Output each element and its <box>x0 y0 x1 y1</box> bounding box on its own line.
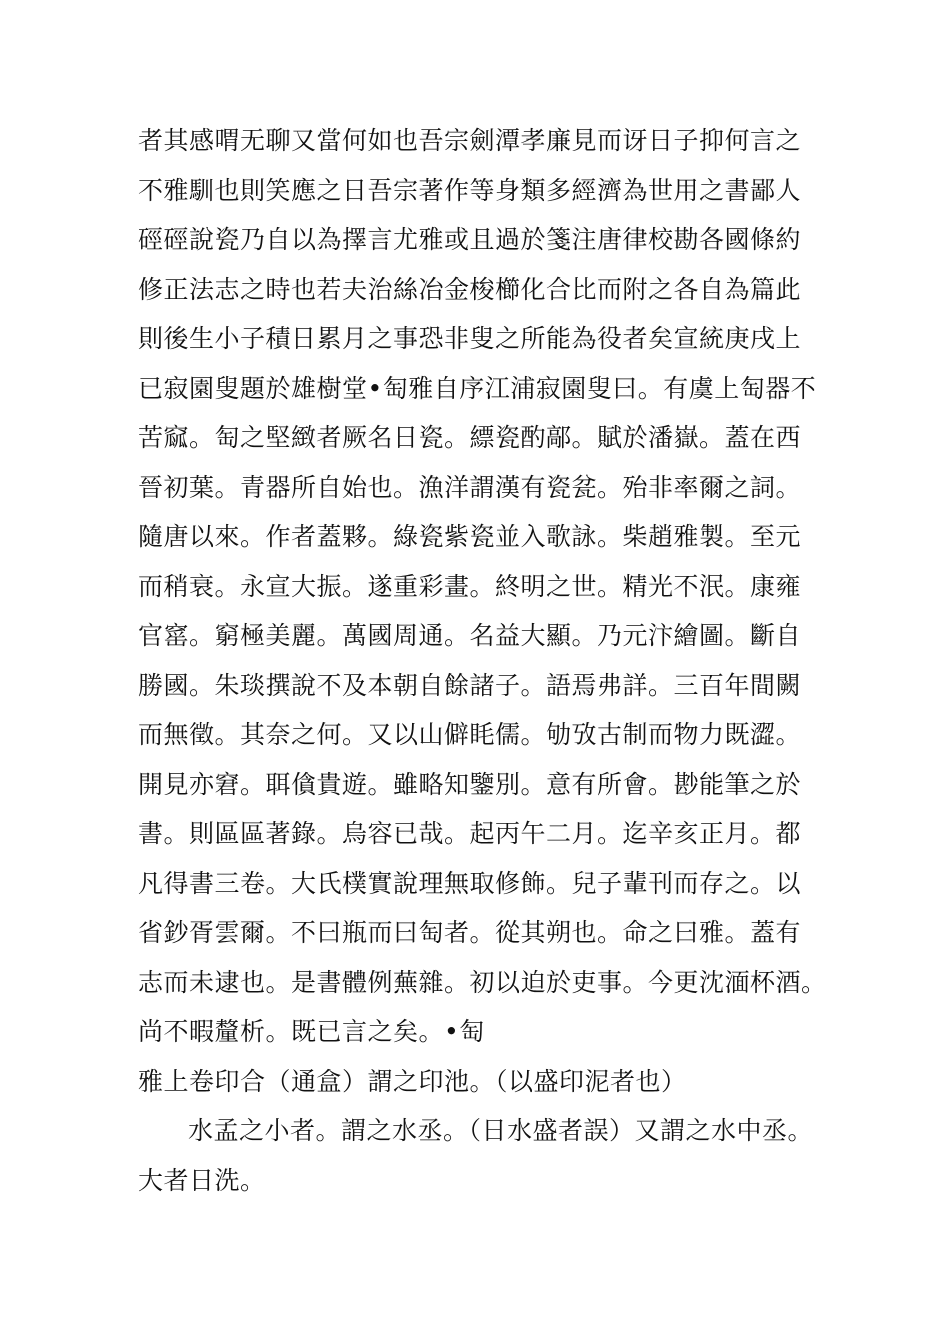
text-line: 官窰。窮極美麗。萬國周通。名益大顯。乃元汴繪圖。斷自 <box>138 621 802 650</box>
text-line: 勝國。朱琰撰說不及本朝自餘諸子。語焉弗詳。三百年間闕 <box>138 670 802 700</box>
text-line: 而無徵。其奈之何。又以山僻眊儒。劬攷古制而物力既澀。 <box>138 720 802 749</box>
text-line: 大者日洗。 <box>138 1165 266 1195</box>
text-line: 凡得書三卷。大氏樸實說理無取修飾。兒子輩刊而存之。以 <box>138 868 802 898</box>
text-line: 晉初葉。青器所自始也。漁洋謂漢有瓷瓫。殆非率爾之詞。 <box>138 472 802 502</box>
text-line: 而稍衰。永宣大振。遂重彩畫。終明之世。精光不泯。康雍 <box>138 571 802 601</box>
text-line: 硜硜說瓷乃自以為擇言尤雅或且過於箋注唐律校勘各國條約 <box>138 225 802 254</box>
text-line: 開見亦窘。聑僋貴遊。雖略知鑒別。意有所會。尠能筆之於 <box>138 769 802 799</box>
indented-text-line: 水孟之小者。謂之水丞。（日水盛者誤）又謂之水中丞。 <box>188 1116 814 1145</box>
text-line: 不雅馴也則笑應之日吾宗著作等身類多經濟為世用之書鄙人 <box>138 175 802 205</box>
text-line: 修正法志之時也若夫治絲冶金梭櫛化合比而附之各自為篇此 <box>138 274 802 304</box>
text-line: 隨唐以來。作者蓋夥。綠瓷紫瓷並入歌詠。柴趙雅製。至元 <box>138 522 802 551</box>
text-line: 尚不暇釐析。既已言之矣。•匋 <box>138 1017 485 1046</box>
text-line: 已寂園叟題於雄樹堂•匋雅自序江浦寂園叟曰。有虞上匋器不 <box>138 373 817 403</box>
document-text-body <box>138 116 827 1205</box>
text-line: 省鈔胥雲爾。不曰瓶而曰匋者。從其朔也。命之曰雅。蓋有 <box>138 918 802 947</box>
text-line: 書。則區區著錄。烏容已哉。起丙午二月。迄辛亥正月。都 <box>138 819 802 848</box>
text-line: 則後生小子積日累月之事恐非叟之所能為役者矣宣統庚戌上 <box>138 324 802 353</box>
text-line: 志而未逮也。是書體例蕪雜。初以迫於吏事。今更沈湎杯酒。 <box>138 967 827 997</box>
text-line: 者其感喟无聊又當何如也吾宗劍潭孝廉見而讶日子抑何言之 <box>138 126 802 155</box>
text-line: 苦窳。匋之堅緻者厥名日瓷。縹瓷酌鄗。賦於潘嶽。蓋在西 <box>138 423 802 452</box>
text-line: 雅上卷印合（通盒）謂之印池。（以盛印泥者也） <box>138 1066 687 1096</box>
